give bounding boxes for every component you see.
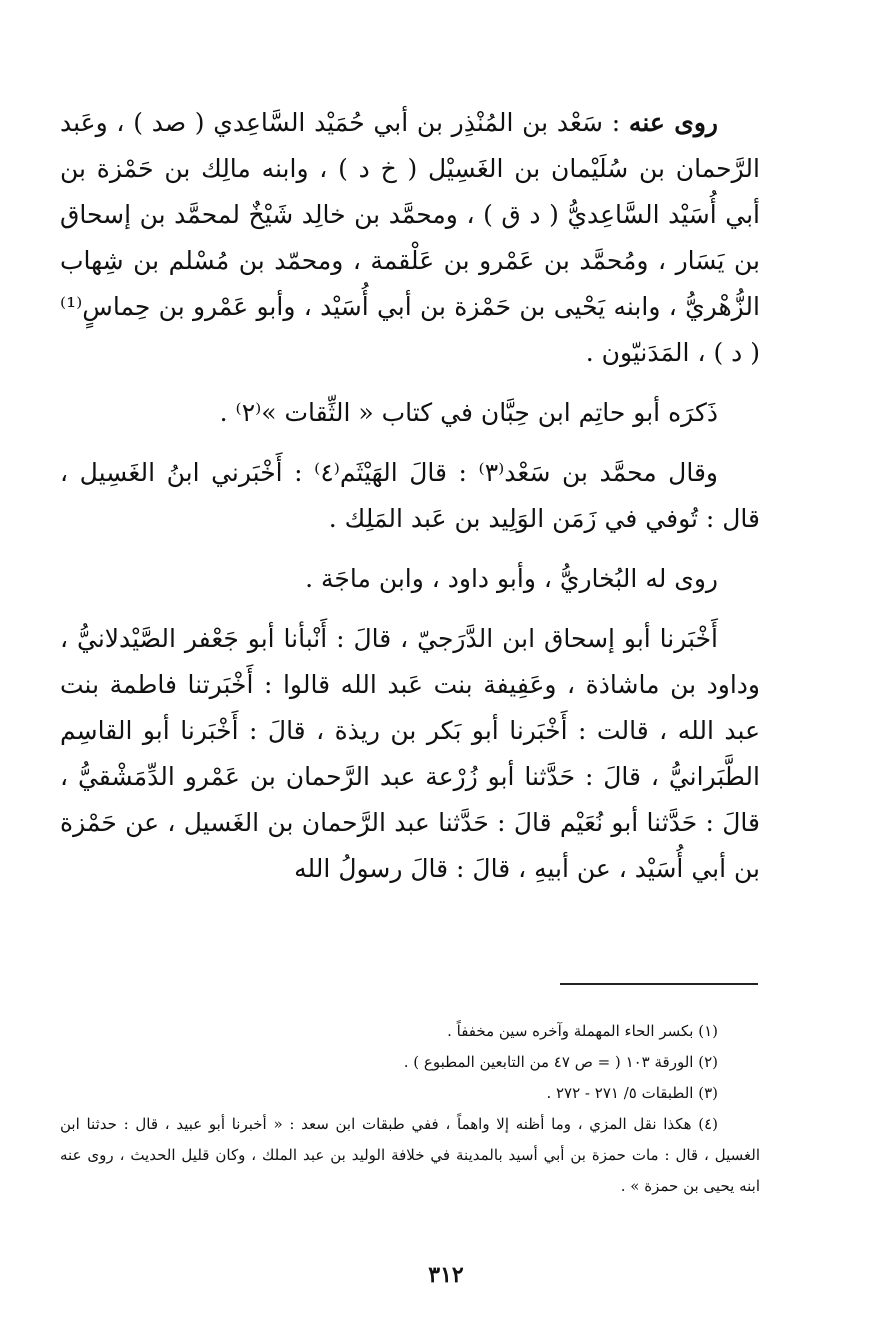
main-text xyxy=(60,100,760,892)
paragraph-ibn-hibban: ذَكرَه أبو حاتِم ابن حِبَّان في كتاب « الثِّقات »⁽٢⁾ . xyxy=(219,398,718,427)
paragraph-ibn-saad: وقال محمَّد بن سَعْد⁽٣⁾ : قالَ الهَيْثَم⁽٤⁾ : أَخْبَرني ابنُ الغَسِيل ، قال : تُوفي في زَمَن الوَلِيد بن عَبد المَلِك . xyxy=(60,458,760,533)
footnote: (١) بكسر الحاء المهملة وآخره سين مخففاً . xyxy=(447,1022,718,1040)
footnote: (٤) هكذا نقل المزي ، وما أظنه إلا واهماً ، ففي طبقات ابن سعد : « أخبرنا أبو عبيد ، قال : حدثنا ابن الغسيل ، قال : مات حمزة بن أبي أسيد بالمدينة في خلافة الوليد بن عبد الملك ، وكان قليل الحديث ، روى عنه ابنه يحيى بن حمزة » . xyxy=(60,1115,760,1195)
paragraph-narrated-by: روى له البُخاريُّ ، وأبو داود ، وابن ماجَة . xyxy=(305,564,718,593)
footnotes xyxy=(60,1016,760,1202)
footnote: (٣) الطبقات ٥/ ٢٧١ - ٢٧٢ . xyxy=(546,1084,718,1102)
page-number: ٣١٢ xyxy=(428,1262,464,1288)
paragraph-isnad: أَخْبَرنا أبو إسحاق ابن الدَّرَجيّ ، قالَ : أَنْبأنا أبو جَعْفر الصَّيْدلانيُّ ، وداود بن ماشاذة ، وعَفِيفة بنت عَبد الله قالوا : أَخْبَرتنا فاطمة بنت عبد الله ، قالت : أَخْبَرنا أبو بَكر بن ريذة ، قالَ : أَخْبَرنا أبو القاسِم الطَّبَرانيُّ ، قالَ : حَدَّثنا أبو زُرْعة عبد الرَّحمان بن عَمْرو الدِّمَشْقيُّ ، قالَ : حَدَّثنا أبو نُعَيْم قالَ : حَدَّثنا عبد الرَّحمان بن الغَسيل ، عن حَمْزة بن أبي أُسَيْد ، عن أبيهِ ، قالَ : قالَ رسولُ الله xyxy=(60,624,760,883)
footnote: (٢) الورقة ١٠٣ ( = ص ٤٧ من التابعين المطبوع ) . xyxy=(403,1053,718,1071)
paragraph-lead: روى عنه xyxy=(628,108,718,137)
paragraph-text: : سَعْد بن المُنْذِر بن أبي حُمَيْد السَّاعِدي ( صد ) ، وعَبد الرَّحمان بن سُلَيْمان بن الغَسِيْل ( خ د ) ، وابنه مالِك بن حَمْزة بن أبي أُسَيْد السَّاعِديُّ ( د ق ) ، ومحمَّد بن خالِد شَيْخٌ لمحمَّد بن إسحاق بن يَسَار ، ومُحمَّد بن عَمْرو بن عَلْقمة ، ومحمّد بن مُسْلم بن شِهاب الزُّهْريُّ ، وابنه يَحْيى بن حَمْزة بن أبي أُسَيْد ، وأبو عَمْرو بن حِماسٍ⁽¹⁾ ( د ) ، المَدَنيّون . xyxy=(60,108,760,367)
page-body xyxy=(60,100,760,906)
paragraph-narrators xyxy=(60,100,760,376)
footnote-separator xyxy=(560,983,758,985)
